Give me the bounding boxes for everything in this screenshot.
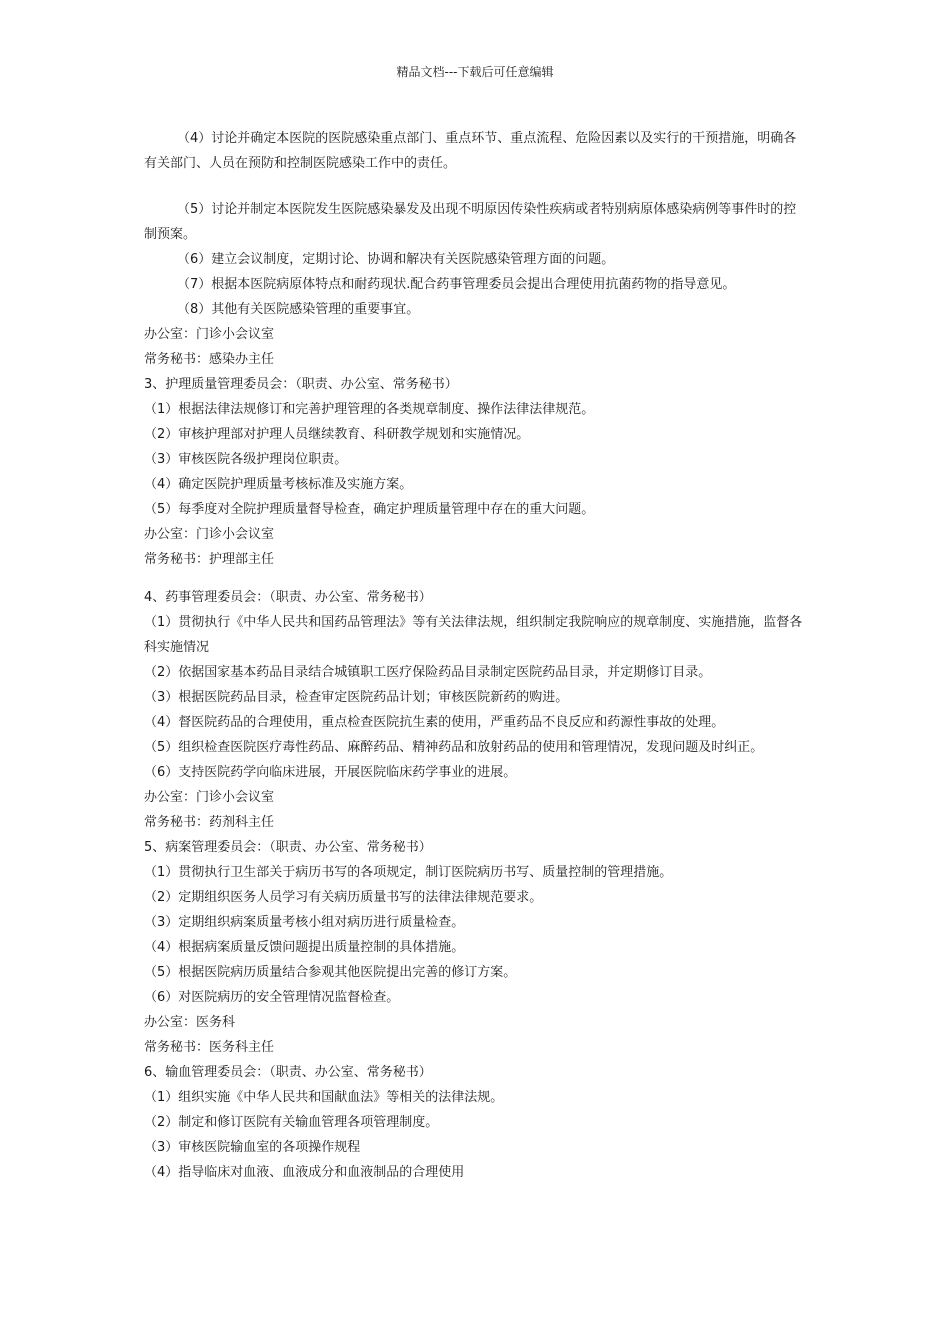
office-line: 办公室：门诊小会议室 [144, 790, 275, 805]
list-item: （3）审核医院各级护理岗位职责。 [144, 452, 348, 467]
list-item: （3）定期组织病案质量考核小组对病历进行质量检查。 [144, 915, 465, 930]
list-item: （3）审核医院输血室的各项操作规程 [144, 1140, 361, 1155]
paragraph-infection-6: （6）建立会议制度，定期讨论、协调和解决有关医院感染管理方面的问题。 [177, 252, 615, 267]
office-line: 办公室：门诊小会议室 [144, 327, 275, 342]
list-item: （5）根据医院病历质量结合参观其他医院提出完善的修订方案。 [144, 965, 517, 980]
list-item: （2）审核护理部对护理人员继续教育、科研教学规划和实施情况。 [144, 427, 530, 442]
list-item: （2）定期组织医务人员学习有关病历质量书写的法律法律规范要求。 [144, 890, 543, 905]
list-item: （4）根据病案质量反馈问题提出质量控制的具体措施。 [144, 940, 465, 955]
list-item: （4）指导临床对血液、血液成分和血液制品的合理使用 [144, 1165, 465, 1180]
list-item: （1）组织实施《中华人民共和国献血法》等相关的法律法规。 [144, 1090, 504, 1105]
paragraph-infection-4: （4）讨论并确定本医院的医院感染重点部门、重点环节、重点流程、危险因素以及实行的干预措施，明确各有关部门、人员在预防和控制医院感染工作中的责任。 [144, 131, 797, 171]
section-heading-medical-records: 5、病案管理委员会：（职责、办公室、常务秘书） [144, 840, 432, 855]
list-item: （4）确定医院护理质量考核标准及实施方案。 [144, 477, 413, 492]
list-item: （3）根据医院药品目录，检查审定医院药品计划；审核医院新药的购进。 [144, 690, 569, 705]
list-item: （1）贯彻执行卫生部关于病历书写的各项规定，制订医院病历书写、质量控制的管理措施。 [144, 865, 673, 880]
list-item: （6）支持医院药学向临床进展，开展医院临床药学事业的进展。 [144, 765, 517, 780]
list-item: （4）督医院药品的合理使用，重点检查医院抗生素的使用，严重药品不良反应和药源性事故的处理。 [144, 715, 725, 730]
office-line: 办公室：门诊小会议室 [144, 527, 275, 542]
page-header: 精品文档---下载后可任意编辑 [396, 65, 554, 79]
paragraph-infection-8: （8）其他有关医院感染管理的重要事宜。 [177, 302, 420, 317]
paragraph-infection-5: （5）讨论并制定本医院发生医院感染暴发及出现不明原因传染性疾病或者特别病原体感染病例等事件时的控制预案。 [144, 202, 797, 242]
paragraph-infection-7: （7）根据本医院病原体特点和耐药现状.配合药事管理委员会提出合理使用抗菌药物的指导意见。 [177, 277, 736, 292]
list-item: （2）制定和修订医院有关输血管理各项管理制度。 [144, 1115, 439, 1130]
list-item: （2）依据国家基本药品目录结合城镇职工医疗保险药品目录制定医院药品目录，并定期修订目录。 [144, 665, 712, 680]
list-item: （1）根据法律法规修订和完善护理管理的各类规章制度、操作法律法律规范。 [144, 402, 595, 417]
secretary-line: 常务秘书：药剂科主任 [144, 815, 275, 830]
document-body [144, 126, 808, 1185]
list-item: （1）贯彻执行《中华人民共和国药品管理法》等有关法律法规，组织制定我院响应的规章制度、实施措施，监督各科实施情况 [144, 615, 803, 655]
list-item: （6）对医院病历的安全管理情况监督检查。 [144, 990, 400, 1005]
secretary-line: 常务秘书：医务科主任 [144, 1040, 275, 1055]
list-item: （5）每季度对全院护理质量督导检查，确定护理质量管理中存在的重大问题。 [144, 502, 595, 517]
secretary-line: 常务秘书：感染办主任 [144, 352, 275, 367]
section-heading-transfusion: 6、输血管理委员会：（职责、办公室、常务秘书） [144, 1065, 432, 1080]
office-line: 办公室：医务科 [144, 1015, 236, 1030]
section-heading-nursing: 3、护理质量管理委员会：（职责、办公室、常务秘书） [144, 377, 458, 392]
section-heading-pharmacy: 4、药事管理委员会：（职责、办公室、常务秘书） [144, 590, 432, 605]
list-item: （5）组织检查医院医疗毒性药品、麻醉药品、精神药品和放射药品的使用和管理情况，发现问题及时纠正。 [144, 740, 764, 755]
secretary-line: 常务秘书：护理部主任 [144, 552, 275, 567]
